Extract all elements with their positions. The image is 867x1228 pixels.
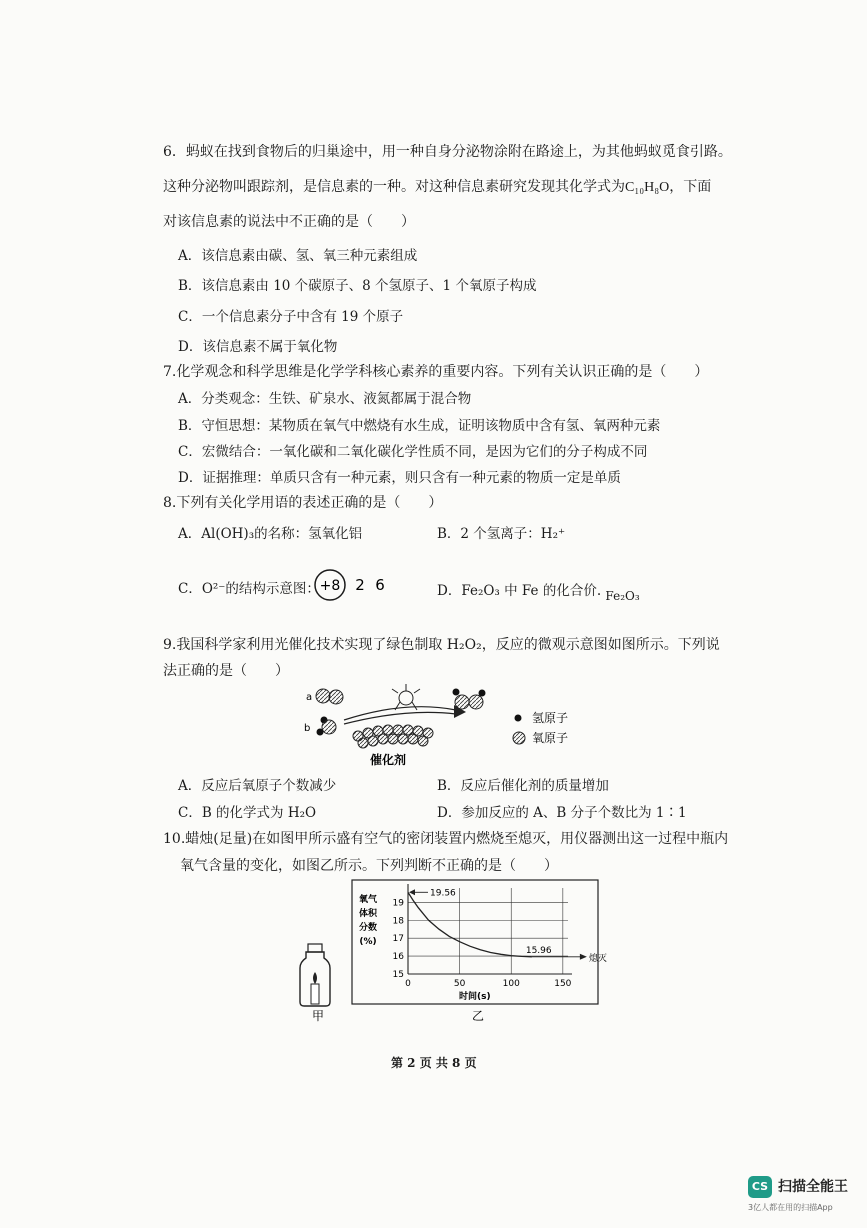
y-axis-label-line: 氧气 [358,895,378,905]
q9-option-c: C．B 的化学式为 H₂O [178,805,317,821]
q8-option-c: C．O²⁻的结构示意图： [178,581,320,597]
chart-ylabel [358,893,378,947]
q7-option-c: C．宏微结合：一氧化碳和二氧化碳化学性质不同，是因为它们的分子构成不同 [178,444,648,460]
molecule-b-oxygen [322,720,336,734]
q6-line2-post: ，下面 [669,179,712,195]
legend-oxygen-icon [513,732,525,744]
page-footer: 第 2 页 共 8 页 [391,1056,477,1070]
annotation-start-value: 19.56 [430,888,456,899]
photocatalysis-micro-diagram [296,680,586,768]
molecule-a-oxygen-1 [316,689,330,703]
q7-option-d: D．证据推理：单质只含有一种元素，则只含有一种元素的物质一定是单质 [178,470,621,486]
q8-option-d-label: D．Fe₂O₃ 中 Fe 的化合价. [437,583,602,599]
q6-line1: 6．蚂蚁在找到食物后的归巢途中，用一种自身分泌物涂附在路途上，为其他蚂蚁觅食引路。 [163,144,732,160]
annotation-extinguish-arrowhead [580,954,587,960]
q8-option-b: B．2 个氢离子：H₂⁺ [437,526,566,542]
x-tick-label: 100 [502,979,520,989]
flame-icon [313,972,317,984]
q6-option-c: C．一个信息素分子中含有 19 个原子 [178,309,404,325]
figure-yi-label: 乙 [472,1009,485,1023]
q9-line2: 法正确的是（ ） [163,663,289,679]
y-tick-label: 19 [392,898,404,909]
q6-line2-pre: 这种分泌物叫跟踪剂，是信息素的一种。对这种信息素研究发现其化学式为 [163,179,625,195]
annotation-extinguish-label: 熄灭 [588,953,607,964]
q10-line2: 氧气含量的变化，如图乙所示。下列判断不正确的是（ ） [180,858,558,874]
q6-option-a: A．该信息素由碳、氢、氧三种元素组成 [178,248,418,264]
shell-1-electrons: 2 [355,576,365,594]
q6-formula: C₁₀H₈O [625,180,670,195]
chart-ticks [393,898,572,989]
legend-hydrogen-icon [515,715,522,722]
y-axis-label-line: (%) [359,937,377,947]
chart-grid [408,888,568,974]
y-tick-label: 15 [392,970,404,980]
q6-line3: 对该信息素的说法中不正确的是（ ） [163,214,415,230]
y-tick-label: 17 [392,934,404,945]
molecule-a-oxygen-2 [329,690,343,704]
annotation-end-value: 15.96 [525,945,552,956]
light-bulb-icon [392,684,420,710]
q6-option-d: D．该信息素不属于氧化物 [178,339,338,355]
molecule-a-label: a [306,692,313,703]
figure-yi-oxygen-chart [346,878,607,1028]
y-tick-label: 16 [392,952,404,963]
q7-option-b: B．守恒思想：某物质在氧气中燃烧有水生成，证明该物质中含有氢、氧两种元素 [178,418,661,434]
jar-stopper [308,944,322,952]
q8-option-a: A．Al(OH)₃的名称：氢氧化铝 [178,526,363,542]
y-tick-label: 18 [392,916,404,927]
q9-option-a: A．反应后氧原子个数减少 [178,778,337,794]
y-axis-label-line: 体积 [358,909,378,919]
camscanner-name: 扫描全能王 [778,1179,848,1195]
nucleus-charge: +8 [319,578,341,594]
y-axis-label-line: 分数 [358,923,378,933]
legend-hydrogen-label: 氢原子 [532,711,569,725]
q8-option-d [437,579,640,603]
camscanner-slogan: 3亿人都在用的扫描App [748,1203,833,1212]
molecule-b-label: b [304,723,311,734]
q7-stem: 7.化学观念和科学思维是化学学科核心素养的重要内容。下列有关认识正确的是（ ） [163,364,709,380]
q9-line1: 9.我国科学家利用光催化技术实现了绿色制取 H₂O₂，反应的微观示意图如图所示。下列说 [163,637,720,653]
q8-option-d-formula: Fe₂O₃ [605,589,640,603]
q10-line1: 10.蜡烛(足量)在如图甲所示盛有空气的密闭装置内燃烧至熄灭，用仪器测出这一过程中瓶内 [163,831,729,847]
figure-jia-candle-jar [296,940,336,1028]
x-tick-label: 50 [453,979,466,989]
molecule-b-hydrogen-2 [317,729,324,736]
catalyst-label: 催化剂 [370,753,407,767]
chart-annotations [409,888,607,964]
q7-option-a: A．分类观念：生铁、矿泉水、液氮都属于混合物 [178,391,472,407]
camscanner-logo: CS [748,1176,772,1198]
camscanner-watermark [748,1172,858,1218]
q8-stem: 8.下列有关化学用语的表述正确的是（ ） [163,495,443,511]
q9-option-b: B．反应后催化剂的质量增加 [437,778,609,794]
oxygen-series-line [408,892,532,957]
x-axis-label: 时间(s) [459,992,491,1002]
figure-jia-label: 甲 [312,1009,325,1023]
oxygen-ion-structure-diagram [312,568,392,604]
catalyst-surface [353,725,433,748]
candle-icon [311,984,319,1004]
legend-oxygen-label: 氧原子 [532,731,569,745]
q6-option-b: B．该信息素由 10 个碳原子、8 个氢原子、1 个氧原子构成 [178,278,537,294]
shell-2-electrons: 6 [375,576,385,594]
q9-option-d: D．参加反应的 A、B 分子个数比为 1∶1 [437,805,687,821]
x-tick-label: 150 [554,979,572,989]
q6-line2 [163,176,711,196]
product-h2o2-molecule [453,689,486,710]
x-tick-label: 0 [405,979,411,989]
